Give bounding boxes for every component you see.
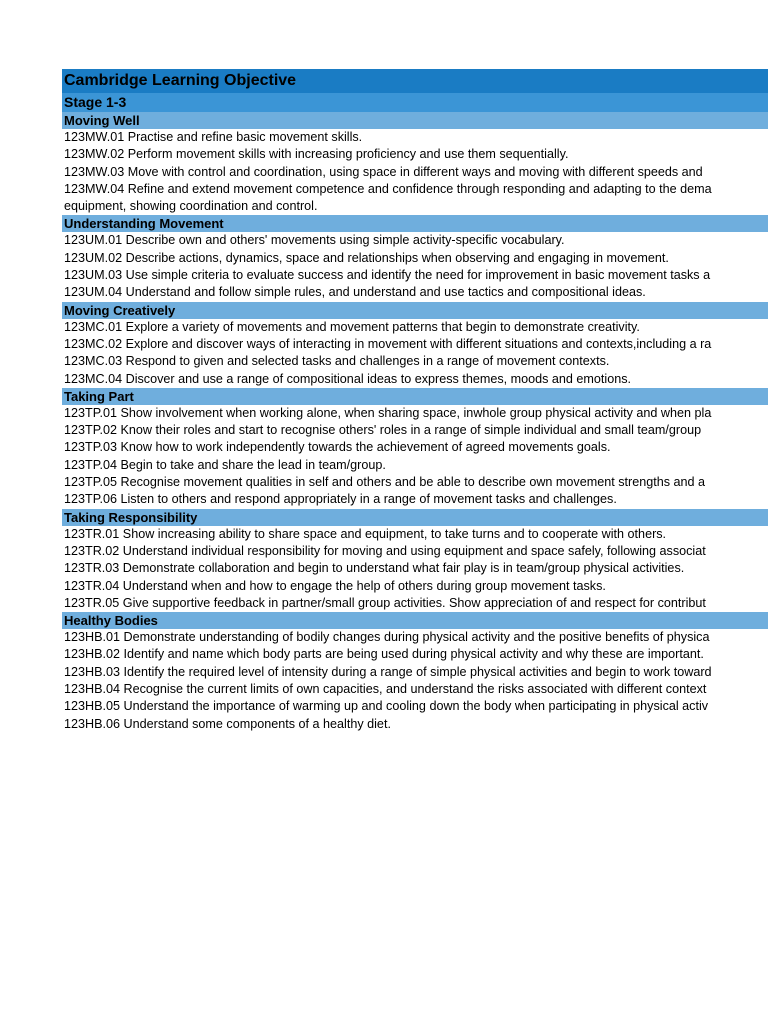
objective-row: 123HB.02 Identify and name which body parts are being used during physical activity and why these are important. (64, 647, 704, 662)
objective-row: 123HB.03 Identify the required level of intensity during a range of simple physical activities and begin to work toward (64, 664, 712, 679)
objective-row: 123TP.06 Listen to others and respond appropriately in a range of movement tasks and challenges. (64, 492, 617, 507)
objective-row: 123UM.02 Describe actions, dynamics, space and relationships when observing and engaging in movement. (64, 250, 669, 265)
spreadsheet (62, 69, 768, 733)
objective-row: 123TP.01 Show involvement when working alone, when sharing space, inwhole group physical activity and when pla (64, 405, 712, 420)
objective-row: 123UM.04 Understand and follow simple rules, and understand and use tactics and compositional ideas. (64, 285, 646, 300)
objective-text-continuation: equipment, showing coordination and control. (64, 199, 318, 214)
sheet-title: Cambridge Learning Objective (62, 69, 768, 93)
section-heading-moving-creatively: Moving Creatively (62, 302, 768, 319)
objective-row (62, 181, 768, 216)
objective-row: 123UM.01 Describe own and others' movements using simple activity-specific vocabulary. (64, 233, 565, 248)
objective-row: 123MW.02 Perform movement skills with increasing proficiency and use them sequentially. (64, 147, 569, 162)
objective-row: 123MW.01 Practise and refine basic movement skills. (64, 130, 363, 144)
objective-row: 123TR.01 Show increasing ability to share space and equipment, to take turns and to cooperate with others. (64, 526, 667, 541)
section-heading-healthy-bodies: Healthy Bodies (62, 612, 768, 629)
objective-row: 123MC.03 Respond to given and selected tasks and challenges in a range of movement contexts. (64, 354, 610, 369)
objective-row: 123TP.02 Know their roles and start to recognise others' roles in a range of simple individual and small team/group (64, 423, 702, 438)
section-heading-taking-responsibility: Taking Responsibility (62, 509, 768, 526)
objective-row: 123TP.03 Know how to work independently towards the achievement of agreed movements goals. (64, 440, 611, 455)
objective-row: 123MC.01 Explore a variety of movements and movement patterns that begin to demonstrate creativity. (64, 319, 640, 334)
objective-row: 123TR.03 Demonstrate collaboration and begin to understand what fair play is in team/group physical activities. (64, 561, 685, 576)
objective-row: 123TP.05 Recognise movement qualities in self and others and be able to describe own movement strengths and a (64, 475, 706, 490)
objective-row: 123HB.01 Demonstrate understanding of bodily changes during physical activity and the positive benefits of physica (64, 630, 710, 645)
objective-row: 123TR.05 Give supportive feedback in partner/small group activities. Show appreciation of and respect for contribut (64, 595, 706, 610)
objective-row: 123TR.02 Understand individual responsibility for moving and using equipment and space safely, following associat (64, 543, 706, 558)
objective-row: 123HB.04 Recognise the current limits of own capacities, and understand the risks associated with different context (64, 682, 707, 697)
objective-row: 123UM.03 Use simple criteria to evaluate success and identify the need for improvement in basic movement tasks a (64, 268, 711, 283)
objective-row: 123HB.06 Understand some components of a healthy diet. (64, 716, 391, 731)
stage-label: Stage 1-3 (62, 93, 768, 112)
section-heading-taking-part: Taking Part (62, 388, 768, 405)
objective-row: 123TP.04 Begin to take and share the lead in team/group. (64, 457, 386, 472)
objective-row: 123MC.02 Explore and discover ways of interacting in movement with different situations and contexts,including a ra (64, 336, 712, 351)
objective-row: 123TR.04 Understand when and how to engage the help of others during group movement tasks. (64, 578, 606, 593)
objective-row: 123HB.05 Understand the importance of warming up and cooling down the body when participating in physical activ (64, 699, 709, 714)
section-heading-understanding-movement: Understanding Movement (62, 215, 768, 232)
section-heading-moving-well: Moving Well (62, 112, 768, 129)
objective-row: 123MC.04 Discover and use a range of compositional ideas to express themes, moods and emotions. (64, 371, 632, 386)
objective-text: 123MW.04 Refine and extend movement competence and confidence through responding and adapting to the dema (64, 181, 712, 196)
objective-row: 123MW.03 Move with control and coordination, using space in different ways and moving with different speeds and (64, 164, 703, 179)
